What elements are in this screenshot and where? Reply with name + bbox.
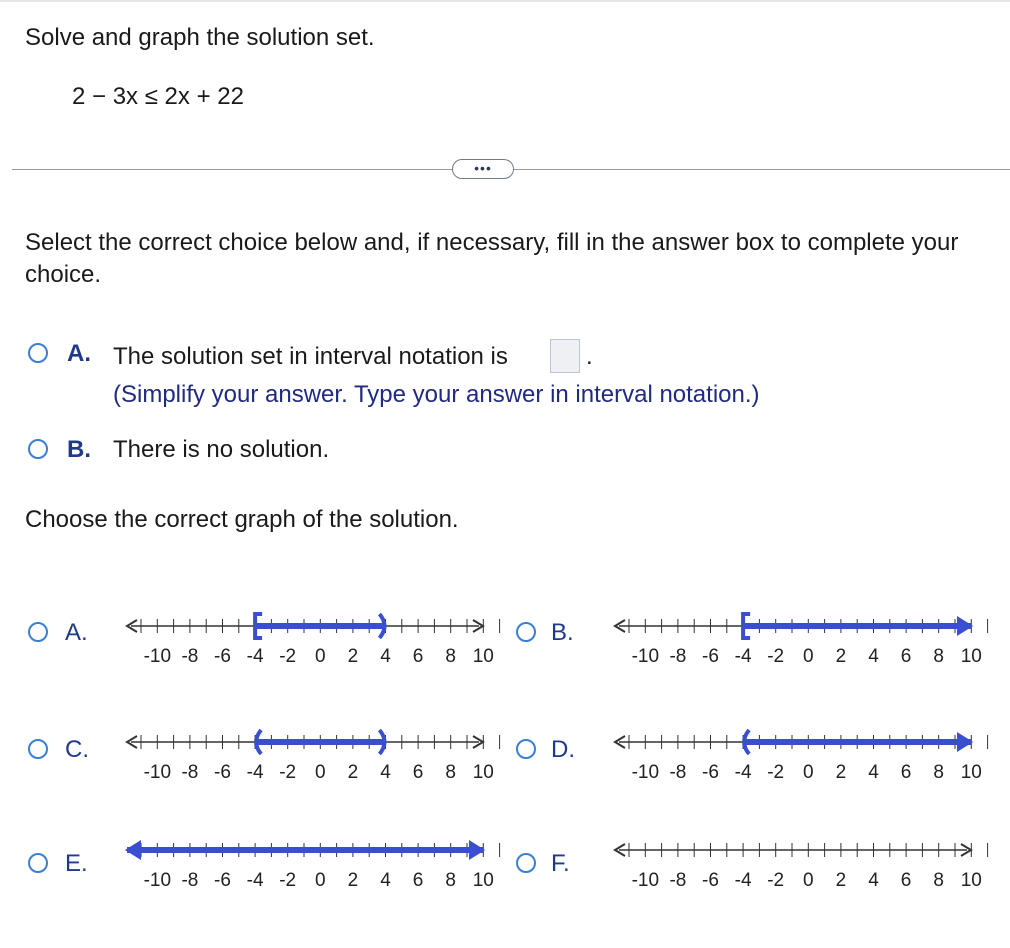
- tick-label: 2: [347, 870, 359, 891]
- tick-label: -6: [702, 646, 719, 667]
- choice-b-text: There is no solution.: [113, 436, 330, 463]
- graph-f-radio[interactable]: [516, 853, 536, 873]
- tick-label: 10: [472, 870, 494, 891]
- graph-b-number-line: [593, 606, 993, 670]
- graph-d-radio[interactable]: [516, 739, 536, 759]
- choice-b-letter: B.: [67, 436, 91, 463]
- tick-label: -8: [181, 870, 199, 891]
- graph-a-option[interactable]: [28, 622, 48, 642]
- interval-answer-box[interactable]: [550, 339, 580, 373]
- graph-f-number-line: [593, 830, 993, 894]
- graph-e-number-line: [105, 830, 505, 894]
- tick-label: 10: [472, 646, 494, 667]
- choice-a-radio[interactable]: [28, 343, 48, 363]
- tick-label: -10: [143, 870, 172, 891]
- choice-a-period: .: [586, 343, 593, 370]
- tick-label: -10: [143, 646, 172, 667]
- tick-label: 0: [315, 646, 326, 667]
- tick-label: -2: [767, 646, 785, 667]
- graph-a-radio[interactable]: [28, 622, 48, 642]
- tick-label: -10: [143, 762, 172, 783]
- tick-label: -2: [767, 870, 785, 891]
- tick-label: 10: [960, 646, 982, 667]
- graph-e-option[interactable]: [28, 853, 48, 873]
- tick-label: -6: [702, 762, 719, 783]
- solution-left-arrow: [125, 840, 141, 860]
- graph-b-radio[interactable]: [516, 622, 536, 642]
- graph-c-radio[interactable]: [28, 739, 48, 759]
- tick-label: 4: [868, 762, 879, 783]
- tick-label: -6: [214, 762, 231, 783]
- graph-c-letter: C.: [65, 736, 89, 763]
- graph-c-number-line: [105, 722, 505, 786]
- tick-label: -2: [279, 870, 297, 891]
- tick-label: 6: [412, 762, 424, 783]
- graph-prompt: Choose the correct graph of the solution.: [25, 506, 459, 533]
- tick-label: 4: [380, 870, 391, 891]
- tick-label: 0: [803, 762, 814, 783]
- tick-label: 2: [835, 646, 847, 667]
- solution-right-arrow: [957, 616, 973, 636]
- graph-c-option[interactable]: [28, 739, 48, 759]
- graph-a-letter: A.: [65, 619, 88, 646]
- tick-label: 2: [347, 762, 359, 783]
- tick-label: 8: [445, 762, 456, 783]
- tick-label: 0: [315, 870, 326, 891]
- graph-d-letter: D.: [551, 736, 575, 763]
- tick-label: 6: [900, 646, 912, 667]
- tick-label: -10: [631, 762, 660, 783]
- choice-a-letter: A.: [67, 340, 91, 367]
- graph-b-option[interactable]: [516, 622, 536, 642]
- tick-label: -8: [181, 762, 199, 783]
- tick-label: 8: [445, 870, 456, 891]
- tick-label: 10: [960, 762, 982, 783]
- tick-label: 4: [868, 646, 879, 667]
- instructions-text: Select the correct choice below and, if necessary, fill in the answer box to complete your choice.: [25, 229, 959, 288]
- graph-d-number-line: [593, 722, 993, 786]
- tick-label: 6: [900, 762, 912, 783]
- graph-b-letter: B.: [551, 619, 574, 646]
- tick-label: -10: [631, 870, 660, 891]
- tick-label: 0: [803, 646, 814, 667]
- tick-label: 8: [933, 646, 944, 667]
- tick-label: 2: [835, 870, 847, 891]
- tick-label: 2: [347, 646, 359, 667]
- tick-label: 4: [380, 646, 391, 667]
- tick-label: -10: [631, 646, 660, 667]
- tick-label: -8: [669, 762, 687, 783]
- tick-label: -2: [279, 762, 297, 783]
- graph-f-option[interactable]: [516, 853, 536, 873]
- tick-label: -8: [669, 870, 687, 891]
- graph-e-radio[interactable]: [28, 853, 48, 873]
- graph-f-letter: F.: [551, 850, 570, 877]
- tick-label: 6: [900, 870, 912, 891]
- tick-label: -4: [734, 870, 752, 891]
- tick-label: 6: [412, 646, 424, 667]
- choice-b-radio[interactable]: [28, 439, 48, 459]
- tick-label: 0: [315, 762, 326, 783]
- tick-label: -2: [279, 646, 297, 667]
- choice-a-text: The solution set in interval notation is: [113, 343, 508, 370]
- tick-label: -6: [214, 870, 231, 891]
- tick-label: 8: [445, 646, 456, 667]
- question-equation: 2 − 3x ≤ 2x + 22: [72, 83, 244, 110]
- tick-label: 2: [835, 762, 847, 783]
- tick-label: -6: [214, 646, 231, 667]
- tick-label: 10: [960, 870, 982, 891]
- tick-label: 0: [803, 870, 814, 891]
- more-options-button[interactable]: •••: [452, 159, 514, 179]
- solution-right-arrow: [957, 732, 973, 752]
- tick-label: -8: [669, 646, 687, 667]
- choice-a-hint: (Simplify your answer. Type your answer in interval notation.): [113, 381, 760, 408]
- tick-label: 10: [472, 762, 494, 783]
- tick-label: -6: [702, 870, 719, 891]
- top-border: [0, 0, 1010, 2]
- graph-a-number-line: [105, 606, 505, 670]
- question-title: Solve and graph the solution set.: [25, 24, 375, 51]
- tick-label: -4: [246, 870, 264, 891]
- tick-label: -8: [181, 646, 199, 667]
- tick-label: 6: [412, 870, 424, 891]
- tick-label: -2: [767, 762, 785, 783]
- graph-d-option[interactable]: [516, 739, 536, 759]
- tick-label: -4: [734, 762, 752, 783]
- tick-label: -4: [734, 646, 752, 667]
- tick-label: -4: [246, 646, 264, 667]
- graph-e-letter: E.: [65, 850, 88, 877]
- tick-label: -4: [246, 762, 264, 783]
- tick-label: 4: [380, 762, 391, 783]
- tick-label: 4: [868, 870, 879, 891]
- solution-right-arrow: [469, 840, 485, 860]
- tick-label: 8: [933, 762, 944, 783]
- tick-label: 8: [933, 870, 944, 891]
